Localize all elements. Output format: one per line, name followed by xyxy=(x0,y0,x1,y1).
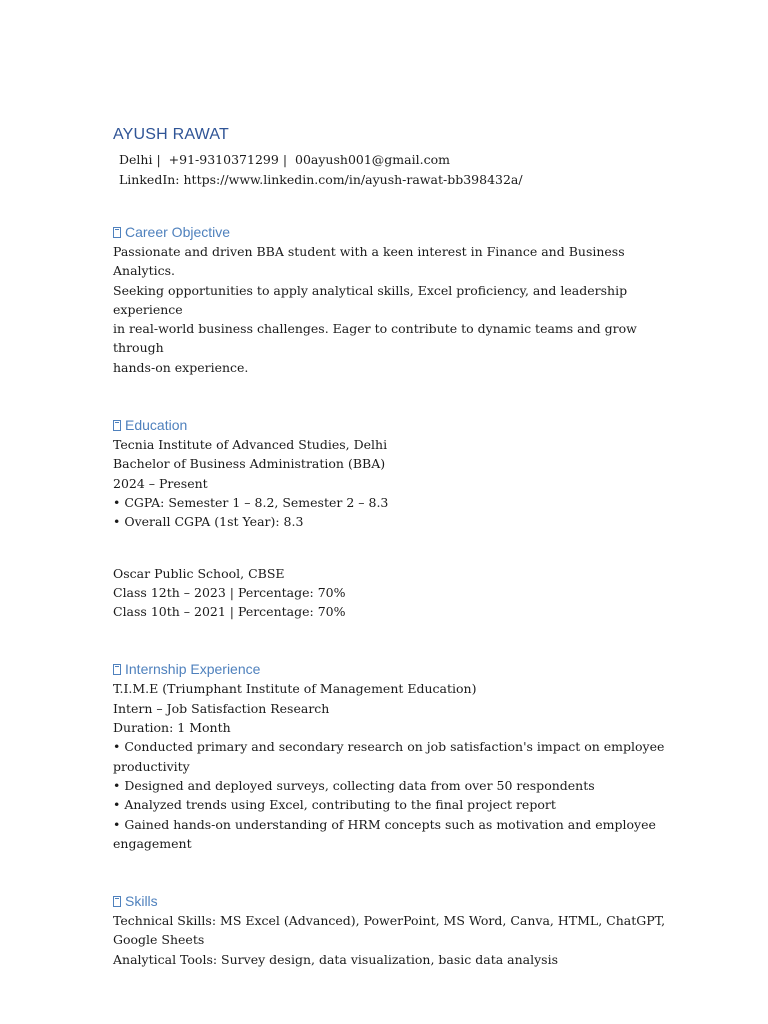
contact-line xyxy=(113,150,673,170)
section-title-skills xyxy=(113,891,673,911)
education-line: Bachelor of Business Administration (BBA) xyxy=(113,456,386,472)
separator: | xyxy=(282,152,288,167)
education-line: • Overall CGPA (1st Year): 8.3 xyxy=(113,514,304,530)
internship-line: • Designed and deployed surveys, collecting data from over 50 respondents xyxy=(113,777,595,793)
internship-line: Duration: 1 Month xyxy=(113,720,231,736)
spacer xyxy=(113,532,673,564)
internship-line: • Analyzed trends using Excel, contributing to the final project report xyxy=(113,797,556,813)
separator: | xyxy=(156,152,161,167)
education-line: • CGPA: Semester 1 – 8.2, Semester 2 – 8.3 xyxy=(113,494,389,510)
section-title-internship xyxy=(113,659,673,679)
section-title-label: Career Objective xyxy=(125,224,231,240)
spacer xyxy=(113,190,673,222)
section-title-label: Skills xyxy=(125,893,158,910)
section-title-label: Internship Experience xyxy=(125,661,261,678)
missing-glyph-icon xyxy=(113,664,121,675)
spacer xyxy=(113,377,673,415)
objective-line: in real-world business challenges. Eager to contribute to dynamic teams and grow through xyxy=(113,321,637,356)
section-title-objective xyxy=(113,222,673,242)
skills-line: Analytical Tools: Survey design, data visualization, basic data analysis xyxy=(113,951,558,967)
skills-line: Google Sheets xyxy=(113,932,205,948)
phone-text: +91-9310371299 xyxy=(168,152,279,167)
skills-line: Technical Skills: MS Excel (Advanced), PowerPoint, MS Word, Canva, HTML, ChatGPT, xyxy=(113,913,666,929)
spacer xyxy=(113,853,673,891)
internship-line: T.I.M.E (Triumphant Institute of Management Education) xyxy=(113,681,477,697)
education-line: 2024 – Present xyxy=(113,475,208,491)
school-line: Oscar Public School, CBSE xyxy=(113,565,285,581)
internship-line: engagement xyxy=(113,835,192,851)
missing-glyph-icon xyxy=(113,227,121,238)
linkedin-link[interactable]: LinkedIn: https://www.linkedin.com/in/ayush-rawat-bb398432a/ xyxy=(119,172,523,187)
education-line: Tecnia Institute of Advanced Studies, Delhi xyxy=(113,437,388,453)
internship-line: • Gained hands-on understanding of HRM concepts such as motivation and employee xyxy=(113,816,656,832)
internship-line: • Conducted primary and secondary research on job satisfaction's impact on employee xyxy=(113,739,665,755)
missing-glyph-icon xyxy=(113,896,121,907)
school-line: Class 12th – 2023 | Percentage: 70% xyxy=(113,584,346,600)
resume-page xyxy=(113,124,673,969)
section-title-education xyxy=(113,415,673,435)
school-line: Class 10th – 2021 | Percentage: 70% xyxy=(113,604,346,620)
section-title-label: Education xyxy=(125,417,188,434)
objective-line: Passionate and driven BBA student with a keen interest in Finance and Business Analytics. xyxy=(113,244,625,279)
missing-glyph-icon xyxy=(113,420,121,431)
email-link[interactable]: 00ayush001@gmail.com xyxy=(295,152,450,167)
internship-line: Intern – Job Satisfaction Research xyxy=(113,700,330,716)
location-text: Delhi xyxy=(119,152,153,167)
objective-line: hands-on experience. xyxy=(113,359,249,375)
objective-line: Seeking opportunities to apply analytical skills, Excel proficiency, and leadership experience xyxy=(113,282,628,317)
spacer xyxy=(113,621,673,659)
candidate-name: AYUSH RAWAT xyxy=(113,126,229,143)
internship-line: productivity xyxy=(113,758,190,774)
